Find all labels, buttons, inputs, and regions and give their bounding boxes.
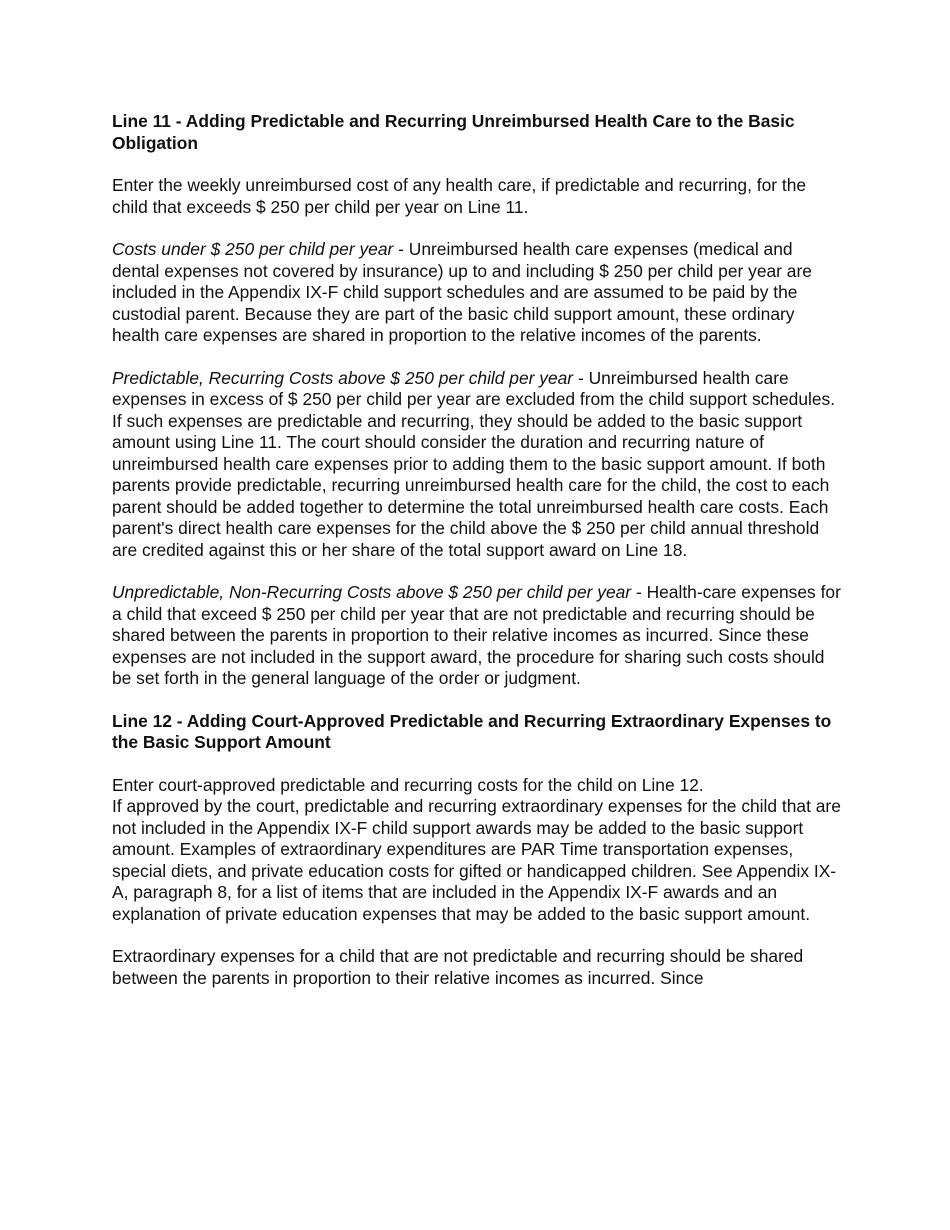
unpredictable-above-lead: Unpredictable, Non-Recurring Costs above $ 250 per child per year (112, 582, 632, 602)
line-11-heading: Line 11 - Adding Predictable and Recurring Unreimbursed Health Care to the Basic Obligation (112, 111, 795, 153)
unpredictable-above-text: - Health-care expenses for a child that exceed $ 250 per child per year that are not predictable and recurring should be shared between the parents in proportion to their relative incomes as incurred. Since these expenses are not included in the support award, the procedure for sharing such costs should be set forth in the general language of the order or judgment. (112, 582, 841, 688)
costs-under-lead: Costs under $ 250 per child per year (112, 239, 394, 259)
predictable-above-lead: Predictable, Recurring Costs above $ 250 per child per year (112, 367, 574, 388)
line-12-intro: Enter court-approved predictable and recurring costs for the child on Line 12. (112, 774, 704, 795)
extraordinary-expenses-paragraph: Extraordinary expenses for a child that are not predictable and recurring should be shared between the parents in proportion to their relative incomes as incurred. Since (112, 946, 804, 988)
predictable-above-text: - Unreimbursed health care expenses in excess of $ 250 per child per year are excluded from the child support schedules. If such expenses are predictable and recurring, they should be added to the basic support amount using Line 11. The court should consider the duration and recurring nature of unreimbursed health care expenses prior to adding them to the basic support amount. If both parents provide predictable, recurring unreimbursed health care for the child, the cost to each parent should be added together to determine the total unreimbursed health care costs. Each parent's direct health care expenses for the child above the $ 250 per child annual threshold are credited against this or her share of the total support award on Line 18. (112, 367, 836, 560)
approved-expenses-paragraph: If approved by the court, predictable and recurring extraordinary expenses for the child that are not included in the Appendix IX-F child support awards may be added to the basic support amount. Examples of extraordinary expenditures are PAR Time transportation expenses, special diets, and private education costs for gifted or handicapped children. See Appendix IX-A, paragraph 8, for a list of items that are included in the Appendix IX-F awards and an explanation of private education expenses that may be added to the basic support amount. (112, 796, 841, 924)
predictable-above-paragraph (112, 368, 842, 562)
line-12-heading: Line 12 - Adding Court-Approved Predictable and Recurring Extraordinary Expenses to the Basic Support Amount (112, 710, 832, 752)
document-page (112, 111, 842, 1010)
line-11-intro: Enter the weekly unreimbursed cost of any health care, if predictable and recurring, for the child that exceeds $ 250 per child per year on Line 11. (112, 175, 807, 217)
costs-under-paragraph (112, 239, 842, 347)
unpredictable-above-paragraph (112, 582, 842, 690)
costs-under-text: - Unreimbursed health care expenses (medical and dental expenses not covered by insurance) up to and including $ 250 per child per year are included in the Appendix IX-F child support schedules and are assumed to be paid by the custodial parent. Because they are part of the basic child support amount, these ordinary health care expenses are shared in proportion to the relative incomes of the parents. (112, 239, 812, 345)
